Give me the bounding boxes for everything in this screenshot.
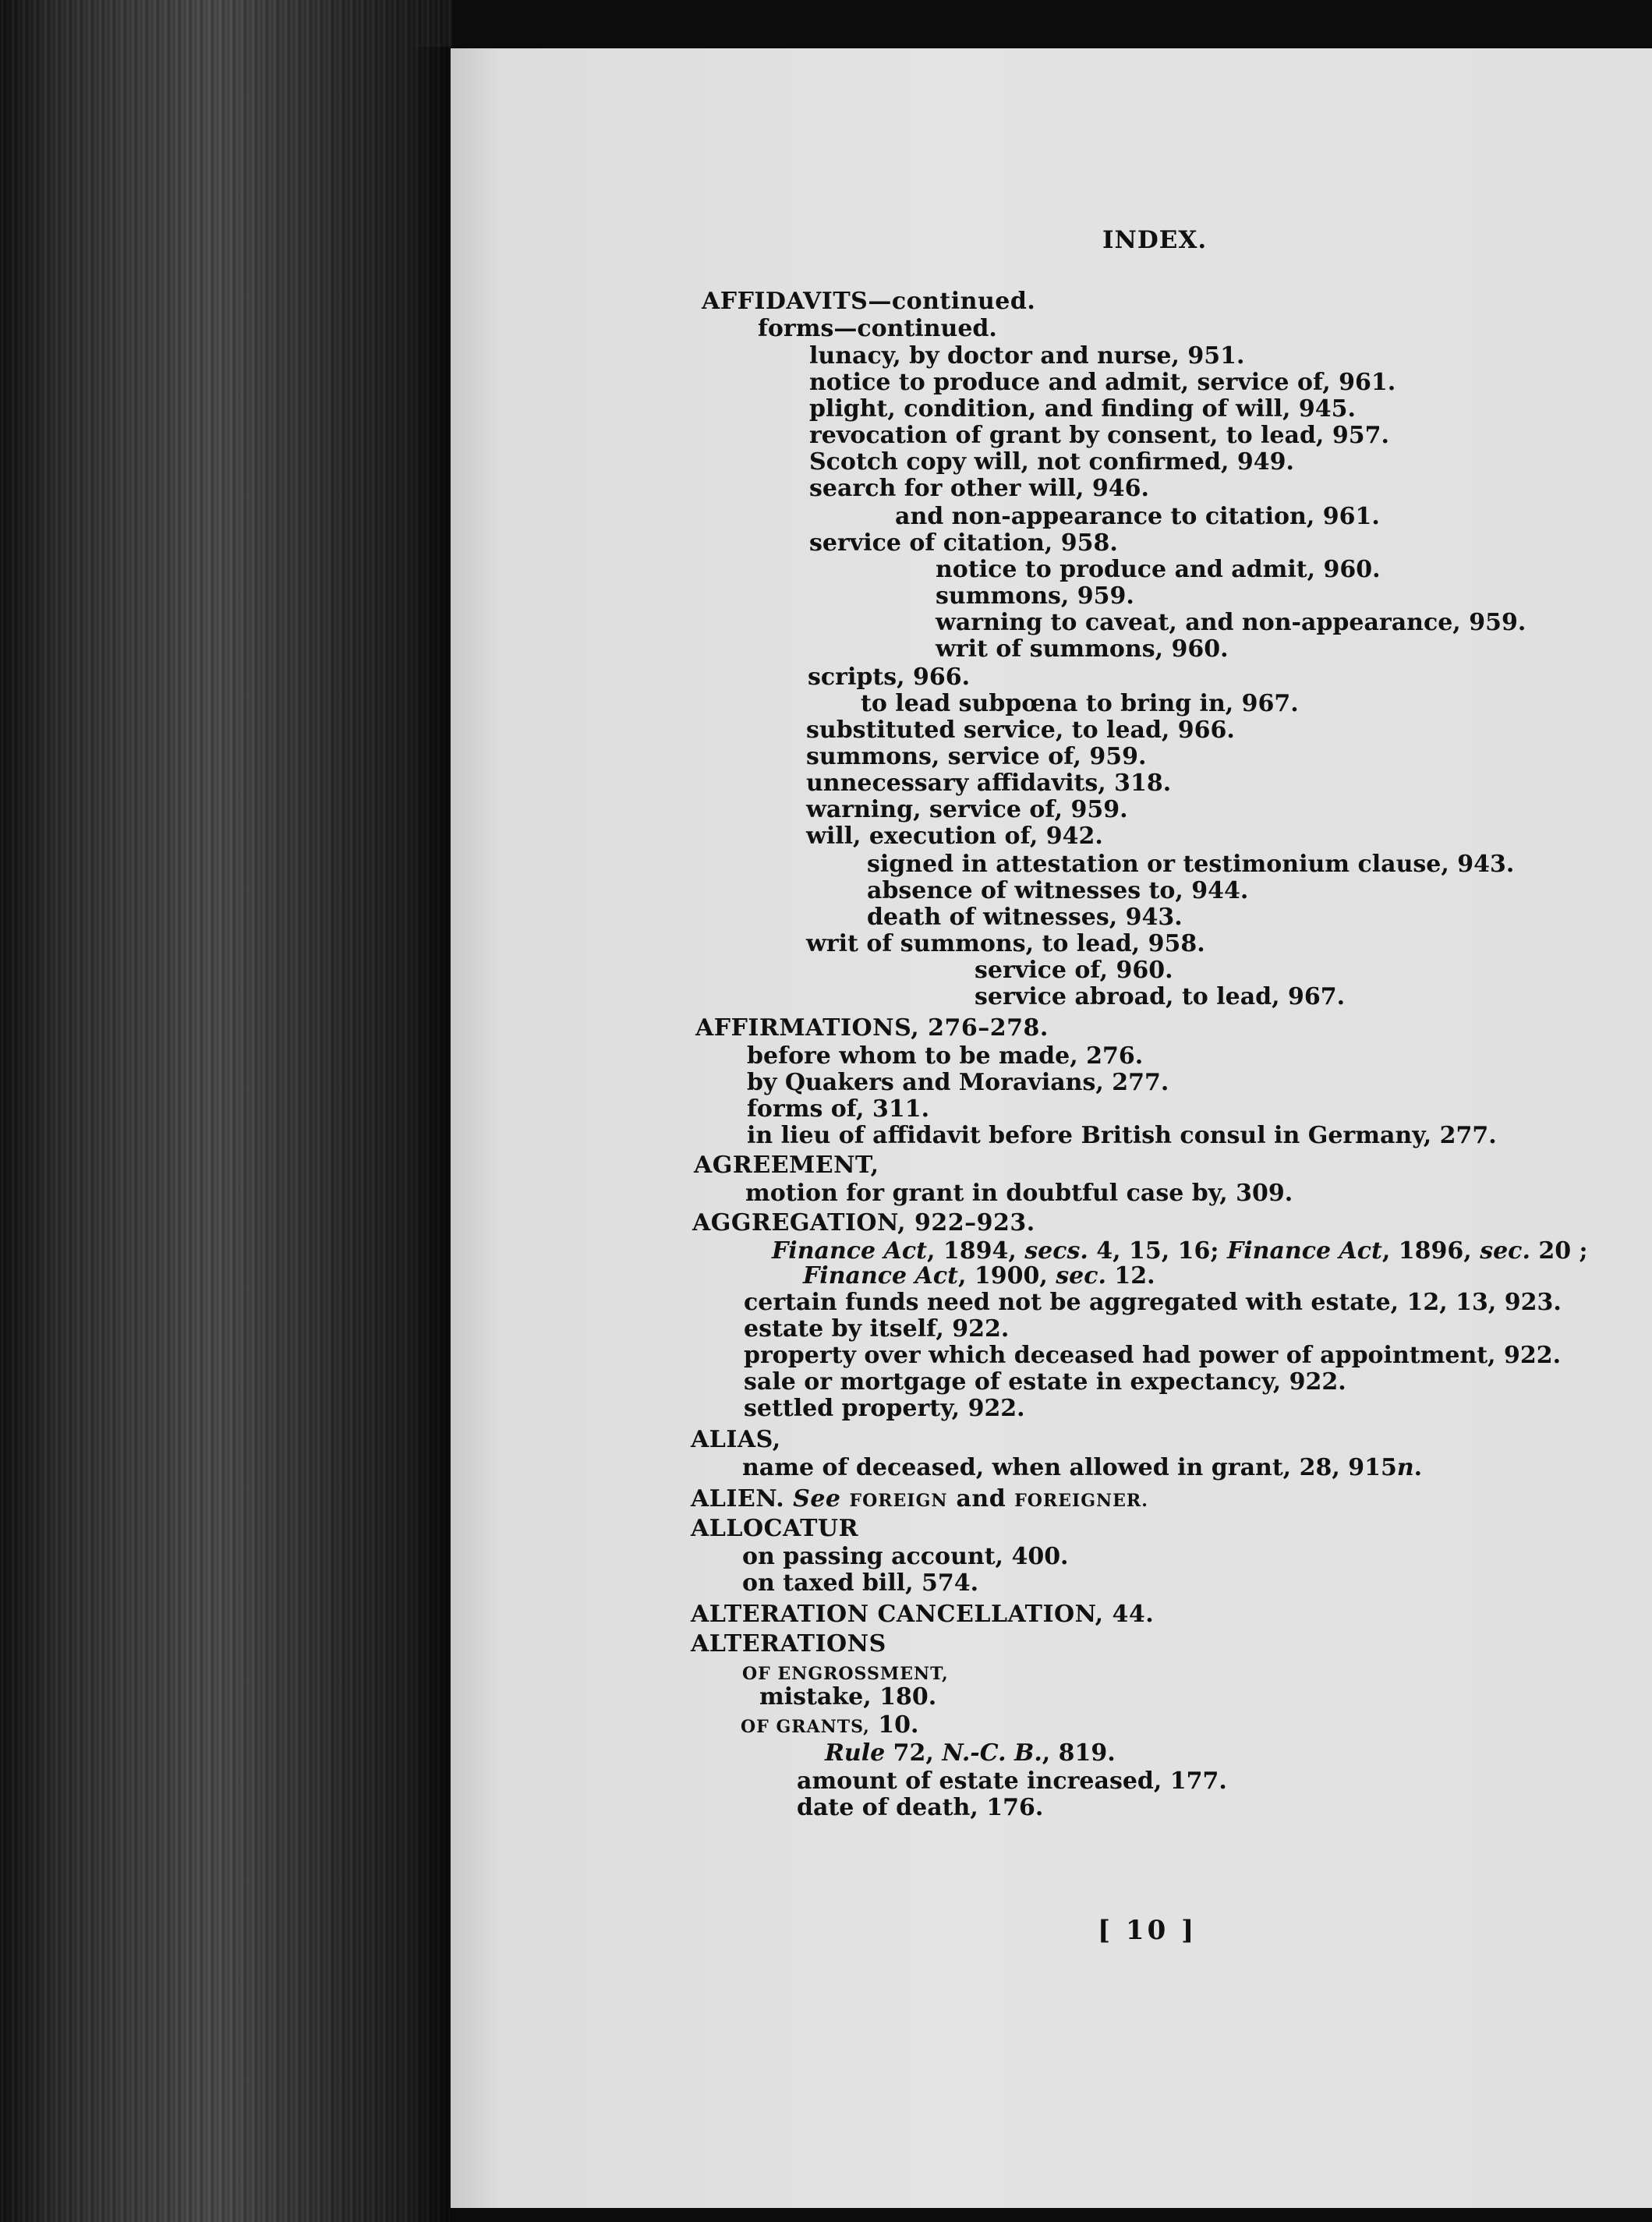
index-entry: ALIAS,	[691, 1426, 781, 1453]
index-entry: substituted service, to lead, 966.	[806, 716, 1235, 744]
index-entry: summons, 959.	[936, 582, 1134, 610]
page-number: [ 10 ]	[1098, 1915, 1197, 1946]
gutter-shadow	[405, 47, 452, 2222]
index-entry: estate by itself, 922.	[744, 1315, 1010, 1343]
index-entry: property over which deceased had power of appointment, 922.	[744, 1342, 1562, 1369]
entry-text-segment: 4, 15, 16;	[1088, 1237, 1227, 1265]
index-entry: service abroad, to lead, 967.	[975, 983, 1346, 1010]
entry-text-segment: secs.	[1024, 1237, 1088, 1265]
index-entry: mistake, 180.	[759, 1683, 937, 1711]
entry-text-segment: FOREIGNER.	[1014, 1491, 1148, 1511]
index-entry: date of death, 176.	[797, 1794, 1044, 1821]
entry-text-segment: 10.	[869, 1711, 919, 1739]
index-entry: search for other will, 946.	[809, 475, 1149, 502]
index-entry: writ of summons, to lead, 958.	[806, 930, 1205, 957]
entry-text-segment: name of deceased, when allowed in grant, 28, 915	[742, 1454, 1397, 1481]
index-page	[451, 48, 1652, 2208]
entry-text-segment: 72,	[885, 1739, 943, 1767]
entry-text-segment	[841, 1485, 850, 1513]
entry-text-segment: n	[1396, 1454, 1414, 1481]
index-entry	[803, 1263, 1155, 1290]
entry-text-segment: Finance Act	[803, 1262, 958, 1290]
entry-text-segment: OF GRANTS,	[741, 1717, 870, 1737]
index-entry: Scotch copy will, not confirmed, 949.	[809, 448, 1294, 476]
index-entry: AGGREGATION, 922–923.	[692, 1209, 1035, 1237]
index-entry	[825, 1740, 1116, 1767]
entry-text-segment: .	[1413, 1454, 1423, 1481]
index-entry	[741, 1712, 918, 1740]
index-entry: on taxed bill, 574.	[742, 1569, 979, 1597]
entry-text-segment: and	[947, 1485, 1015, 1513]
index-entry: AFFIRMATIONS, 276–278.	[695, 1014, 1049, 1042]
entry-text-segment: , 1900,	[957, 1262, 1056, 1290]
index-entry: in lieu of affidavit before British consul in Germany, 277.	[747, 1122, 1497, 1149]
index-entry	[742, 1455, 1422, 1481]
entry-text-segment: 20 ;	[1530, 1237, 1588, 1265]
page-header: INDEX.	[1102, 226, 1208, 254]
index-entry: to lead subpœna to bring in, 967.	[861, 690, 1299, 717]
entry-text-segment: Finance Act	[1226, 1237, 1382, 1265]
index-entries	[451, 48, 1652, 2208]
entry-text-segment: OF ENGROSSMENT,	[742, 1664, 949, 1684]
index-entry	[691, 1486, 1148, 1514]
index-entry: before whom to be made, 276.	[747, 1042, 1144, 1070]
entry-text-segment: 12.	[1105, 1262, 1155, 1290]
index-entry: AGREEMENT,	[694, 1152, 879, 1179]
index-entry: on passing account, 400.	[742, 1543, 1069, 1570]
book-spine-edge	[0, 0, 452, 2222]
index-entry: by Quakers and Moravians, 277.	[747, 1069, 1169, 1096]
index-entry: sale or mortgage of estate in expectancy, 922.	[744, 1368, 1346, 1396]
index-entry: unnecessary affidavits, 318.	[806, 770, 1172, 797]
entry-text-segment: N.-C. B.	[942, 1739, 1042, 1767]
index-entry: forms of, 311.	[747, 1095, 930, 1123]
entry-text-segment: Rule	[825, 1739, 886, 1767]
index-entry: lunacy, by doctor and nurse, 951.	[809, 342, 1245, 370]
index-entry: signed in attestation or testimonium clause, 943.	[867, 851, 1515, 878]
index-entry: amount of estate increased, 177.	[797, 1767, 1227, 1795]
index-entry: ALTERATION CANCELLATION, 44.	[691, 1601, 1155, 1628]
index-entry: writ of summons, 960.	[936, 635, 1229, 663]
index-entry: notice to produce and admit, service of, 961.	[809, 369, 1396, 396]
index-entry: settled property, 922.	[744, 1395, 1025, 1422]
index-entry: absence of witnesses to, 944.	[867, 877, 1249, 904]
index-entry: ALTERATIONS	[691, 1630, 886, 1658]
index-entry: forms—continued.	[758, 315, 997, 342]
entry-text-segment: FOREIGN	[849, 1491, 948, 1511]
index-entry: will, execution of, 942.	[806, 823, 1103, 850]
index-entry: certain funds need not be aggregated with estate, 12, 13, 923.	[744, 1289, 1562, 1316]
index-entry: summons, service of, 959.	[806, 743, 1147, 770]
index-entry: service of, 960.	[975, 957, 1173, 984]
entry-text-segment: Finance Act	[772, 1237, 927, 1265]
entry-text-segment: , 819.	[1042, 1739, 1116, 1767]
index-entry: revocation of grant by consent, to lead, 957.	[809, 422, 1389, 449]
index-entry: warning, service of, 959.	[806, 796, 1128, 823]
index-entry: motion for grant in doubtful case by, 309.	[745, 1180, 1293, 1207]
index-entry	[772, 1238, 1588, 1265]
entry-text-segment: , 1896,	[1381, 1237, 1480, 1265]
entry-text-segment: sec.	[1480, 1237, 1530, 1265]
entry-text-segment: , 1894,	[926, 1237, 1025, 1265]
entry-text-segment: sec.	[1056, 1262, 1106, 1290]
index-entry: death of witnesses, 943.	[867, 904, 1183, 931]
index-entry: ALLOCATUR	[691, 1515, 859, 1542]
index-entry: service of citation, 958.	[809, 529, 1118, 557]
index-entry: notice to produce and admit, 960.	[936, 556, 1381, 583]
entry-text-segment: ALIEN.	[691, 1485, 794, 1513]
index-entry: scripts, 966.	[808, 663, 971, 691]
index-entry: warning to caveat, and non-appearance, 959.	[936, 609, 1526, 636]
entry-text-segment: See	[793, 1485, 841, 1513]
index-entry: and non-appearance to citation, 961.	[895, 503, 1380, 530]
index-entry: plight, condition, and finding of will, 945.	[809, 395, 1356, 423]
index-entry: AFFIDAVITS—continued.	[702, 288, 1036, 315]
